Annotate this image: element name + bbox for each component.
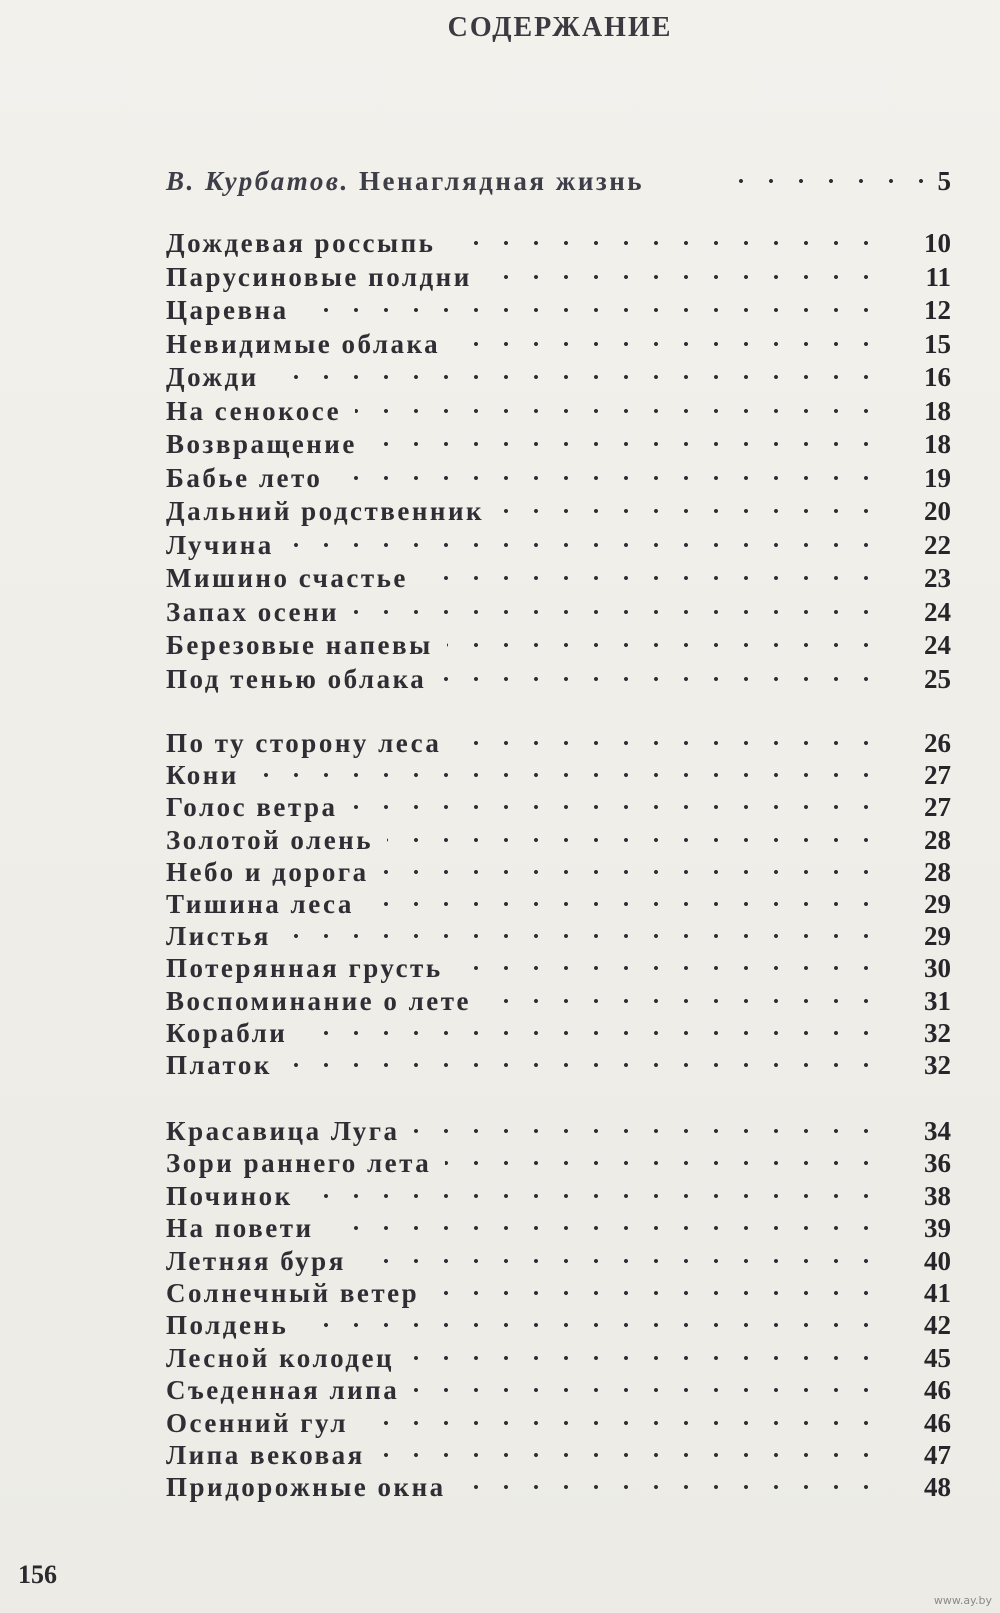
leader-dots [387, 827, 881, 853]
leader-dots [440, 666, 881, 692]
toc-entry-page: 25 [924, 663, 951, 694]
toc-entry-page: 22 [924, 529, 951, 560]
leader-dots [457, 955, 881, 981]
leader-dots [455, 730, 881, 756]
leader-dots [379, 1442, 881, 1468]
toc-entry-page: 46 [924, 1375, 951, 1406]
toc-entry-title: Запах осени [166, 596, 340, 627]
toc-entry-title: По ту сторону леса [166, 728, 442, 758]
toc-entry [166, 1440, 981, 1472]
toc-entry [166, 857, 981, 889]
leader-dots [449, 230, 881, 256]
toc-entry-page: 11 [925, 261, 951, 292]
toc-entry-page: 39 [924, 1213, 951, 1244]
toc-entry [166, 1246, 981, 1278]
toc-entry-title: Придорожные окна [166, 1472, 446, 1503]
toc-entry-title: Корабли [166, 1017, 288, 1048]
leader-dots [336, 465, 881, 491]
toc-entry [166, 228, 981, 260]
toc-entry [166, 262, 981, 294]
toc-entry-page: 40 [924, 1245, 951, 1276]
toc-entry-page: 46 [924, 1407, 951, 1438]
toc-entry-title: Невидимые облака [166, 328, 441, 359]
toc-entry-title: Тишина леса [166, 889, 354, 919]
toc-entry-title: Листья [166, 921, 271, 952]
leader-dots [408, 1345, 881, 1371]
toc-entry-page: 42 [924, 1310, 951, 1341]
leader-dots [433, 1280, 881, 1306]
toc-entry [166, 889, 981, 921]
toc-entry-title: Березовые напевы [166, 630, 433, 660]
toc-entry [166, 792, 981, 824]
toc-entry [166, 1213, 981, 1245]
toc-entry-title: Дождевая россыпь [166, 228, 436, 258]
toc-entry-page: 34 [924, 1116, 951, 1146]
toc-entry-page: 47 [924, 1440, 951, 1470]
leader-dots [498, 498, 881, 524]
toc-entry [166, 1116, 981, 1148]
toc-entry-title: Красавица Луга [166, 1116, 400, 1146]
leader-dots [286, 1052, 881, 1078]
toc-entry-page: 23 [924, 563, 951, 593]
toc-entry-title [166, 166, 644, 197]
page-number: 156 [18, 1560, 57, 1589]
toc-entry-page: 41 [924, 1278, 951, 1308]
leader-dots [303, 297, 881, 323]
toc-entry-title: Золотой олень [166, 824, 374, 855]
toc-entry [166, 630, 981, 662]
leader-dots [285, 923, 881, 949]
essay-title: Ненаглядная жизнь [358, 166, 645, 196]
toc-entry [166, 1472, 981, 1504]
toc-entry-page: 10 [924, 228, 951, 258]
toc-entry-title: Платок [166, 1050, 272, 1080]
toc-entry [166, 362, 981, 394]
toc-entry-page: 12 [924, 295, 951, 325]
toc-entry-title: Воспоминание о лете [166, 985, 472, 1016]
toc-entry [166, 1181, 981, 1213]
toc-entry-page: 28 [924, 824, 951, 855]
toc-entry [166, 728, 981, 760]
toc-entry-page: 29 [924, 889, 951, 919]
leader-dots [362, 1410, 881, 1436]
toc-entry-page: 27 [924, 792, 951, 823]
leader-dots [726, 168, 936, 194]
leader-dots [307, 1183, 881, 1209]
toc-entry [166, 1148, 981, 1180]
toc-entry-title: Потерянная грусть [166, 953, 443, 984]
toc-entry-page: 18 [924, 429, 951, 459]
leader-dots [301, 1020, 881, 1046]
toc-entry [166, 496, 981, 528]
toc-entry-title: Лесной колодец [166, 1342, 395, 1373]
leader-dots [352, 794, 881, 820]
toc-entry-title: Полдень [166, 1310, 289, 1341]
leader-dots [302, 1312, 881, 1338]
toc-entry-page: 48 [924, 1472, 951, 1503]
toc-entry-page: 15 [924, 328, 951, 359]
toc-entry [166, 329, 981, 361]
leader-dots [445, 1150, 881, 1176]
leader-dots [485, 988, 881, 1014]
leader-dots [360, 1248, 881, 1274]
toc-entry-page: 28 [924, 856, 951, 887]
toc-entry-title: Липа вековая [166, 1440, 365, 1470]
toc-entry [166, 597, 981, 629]
toc-entry-page: 19 [924, 462, 951, 493]
toc-entry-page: 32 [924, 1017, 951, 1048]
toc-entry [166, 664, 981, 696]
toc-entry-page: 26 [924, 728, 951, 758]
page-title: СОДЕРЖАНИЕ [447, 12, 673, 43]
toc-entry-title: Починок [166, 1180, 293, 1211]
toc-entry-page: 16 [924, 362, 951, 392]
toc-entry-title: Зори раннего лета [166, 1148, 432, 1179]
leader-dots [454, 331, 881, 357]
toc-entry-title: Небо и дорога [166, 856, 369, 887]
toc-entry-title: Под тенью облака [166, 663, 427, 694]
leader-dots [253, 762, 881, 788]
toc-entry-page: 24 [924, 596, 951, 627]
toc-entry-page: 36 [924, 1148, 951, 1179]
leader-dots [460, 1474, 881, 1500]
toc-entry-page: 29 [924, 921, 951, 952]
toc-entry [166, 825, 981, 857]
toc-entry [166, 921, 981, 953]
toc-entry [166, 295, 981, 327]
leader-dots [422, 565, 881, 591]
leader-dots [328, 1215, 881, 1241]
leader-dots [288, 532, 881, 558]
toc-entry-page: 24 [924, 630, 951, 660]
toc-entry-page: 18 [924, 395, 951, 426]
toc-entry-title: Лучина [166, 529, 274, 560]
author-name: В. Курбатов. [166, 166, 350, 196]
toc-entry [166, 396, 981, 428]
toc-entry-page: 27 [924, 760, 951, 791]
leader-dots [383, 859, 881, 885]
leader-dots [273, 364, 881, 390]
toc-entry-title: Дожди [166, 362, 259, 392]
toc-entry-page: 38 [924, 1180, 951, 1211]
toc-entry [166, 1408, 981, 1440]
leader-dots [486, 264, 881, 290]
toc-entry-title: Голос ветра [166, 792, 338, 823]
toc-entry-title: Кони [166, 760, 239, 791]
toc-entry-page: 20 [924, 496, 951, 526]
watermark: www.ay.by [933, 1594, 992, 1607]
toc-entry [166, 1375, 981, 1407]
toc-entry [166, 1018, 981, 1050]
leader-dots [355, 398, 881, 424]
toc-entry-page: 45 [924, 1342, 951, 1373]
toc-entry [166, 1050, 981, 1082]
leader-dots [353, 599, 881, 625]
toc-entry-page: 30 [924, 953, 951, 984]
toc-entry-title: Съеденная липа [166, 1375, 400, 1406]
toc-entry-title: Мишино счастье [166, 563, 408, 593]
leader-dots [368, 891, 881, 917]
leader-dots [414, 1118, 881, 1144]
leader-dots [447, 632, 881, 658]
leader-dots [371, 431, 881, 457]
toc-entry [166, 1278, 981, 1310]
toc-entry-page: 31 [924, 985, 951, 1016]
toc-entry [166, 463, 981, 495]
toc-entry [166, 1310, 981, 1342]
toc-entry [166, 1343, 981, 1375]
toc-entry-title: Осенний гул [166, 1407, 349, 1438]
toc-entry-page: 32 [924, 1050, 951, 1080]
toc-entry-page: 5 [937, 166, 951, 196]
toc-entry-title: Возвращение [166, 429, 357, 459]
leader-dots [413, 1377, 881, 1403]
toc-entry-title: Бабье лето [166, 462, 323, 493]
toc-entry [166, 563, 981, 595]
toc-entry-title: Царевна [166, 295, 289, 325]
toc-entry-title: Летняя буря [166, 1245, 346, 1276]
toc-entry-title: Дальний родственник [166, 496, 485, 526]
toc-entry [166, 953, 981, 985]
toc-entry-title: Солнечный ветер [166, 1278, 420, 1308]
toc-entry [166, 429, 981, 461]
toc-entry-lead [166, 166, 981, 198]
toc-entry [166, 760, 981, 792]
toc-entry [166, 530, 981, 562]
toc-entry [166, 986, 981, 1018]
toc-entry-title: На повети [166, 1213, 314, 1244]
toc-entry-title: Парусиновые полдни [166, 261, 472, 292]
toc-entry-title: На сенокосе [166, 395, 342, 426]
